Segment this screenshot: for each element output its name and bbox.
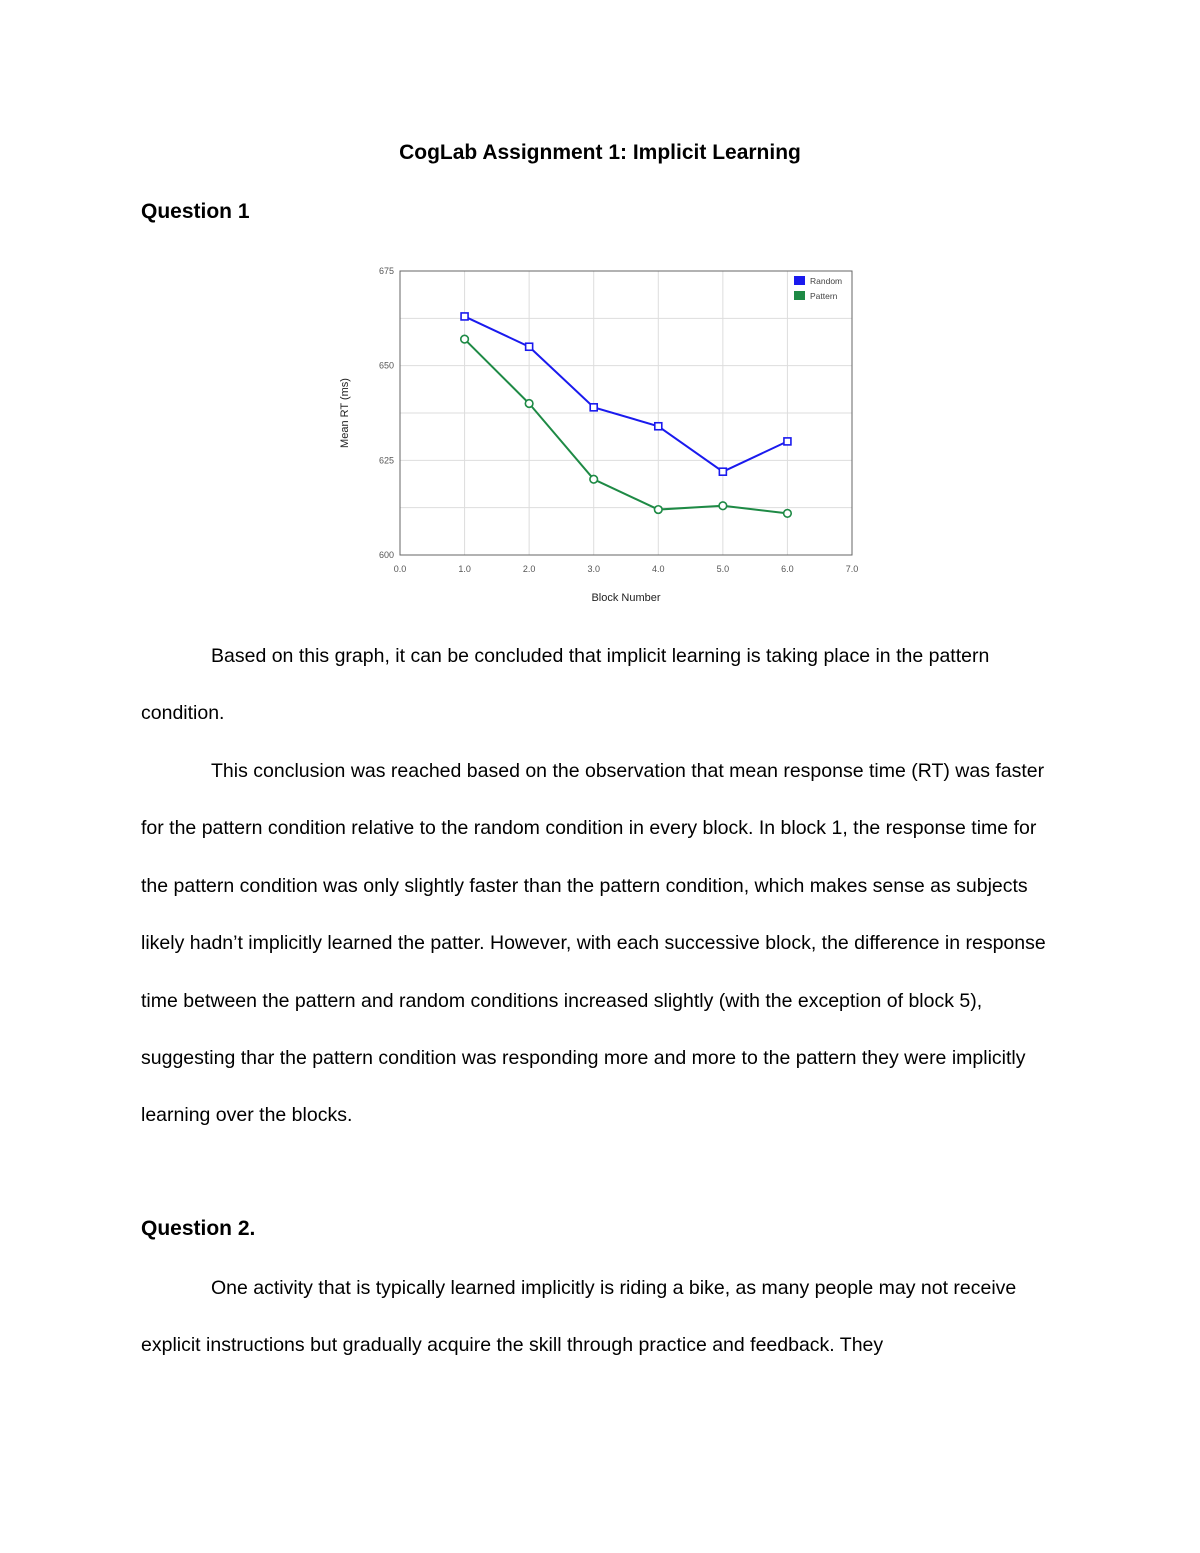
data-point-pattern: [525, 400, 533, 408]
y-tick-label: 600: [378, 550, 394, 560]
data-point-pattern: [719, 502, 727, 510]
x-tick-label: 5.0: [716, 564, 730, 574]
question-2-heading: Question 2.: [141, 1217, 256, 1240]
x-tick-label: 4.0: [652, 564, 665, 574]
x-tick-label: 3.0: [587, 564, 600, 574]
legend-swatch-pattern: [794, 291, 805, 300]
line-chart: [320, 255, 880, 615]
x-tick-label: 1.0: [458, 564, 471, 574]
y-tick-label: 625: [378, 455, 394, 466]
y-tick-label: 650: [378, 360, 394, 371]
x-tick-label: 0.0: [393, 564, 407, 574]
q2-paragraph-1: One activity that is typically learned implicitly is riding a bike, as many people may not receive explicit instructions but gradually acquire the skill through practice and feedback. They: [141, 1277, 1017, 1357]
data-point-random: [461, 313, 468, 320]
legend-label-pattern: Pattern: [810, 291, 838, 301]
data-point-pattern: [654, 506, 662, 514]
question-1-heading: Question 1: [141, 200, 250, 223]
data-point-random: [590, 404, 597, 411]
y-tick-label: 675: [378, 266, 394, 276]
q1-paragraph-2: This conclusion was reached based on the observation that mean response time (RT) was faster for the pattern condition relative to the random condition in every block. In block 1, the response time for the pattern condition was only slightly faster than the pattern condition, which makes sense as subjects likely hadn’t implicitly learned the patter. However, with each successive block, the difference in response time between the pattern and random conditions increased slightly (with the exception of block 5), suggesting thar the pattern condition was responding more and more to the pattern they were implicitly learning over the blocks.: [141, 760, 1046, 1127]
data-point-pattern: [590, 475, 598, 483]
data-point-pattern: [461, 335, 469, 343]
data-point-random: [719, 468, 726, 475]
x-axis-label: Block Number: [591, 592, 661, 604]
document-title: CogLab Assignment 1: Implicit Learning: [399, 141, 801, 164]
data-point-random: [526, 343, 533, 350]
legend-swatch-random: [794, 276, 805, 285]
x-tick-label: 2.0: [522, 564, 536, 574]
x-tick-label: 6.0: [781, 564, 794, 574]
q1-paragraph-1: Based on this graph, it can be concluded that implicit learning is taking place in the pattern condition.: [141, 645, 990, 725]
data-point-random: [655, 423, 662, 430]
y-axis-label: Mean RT (ms): [339, 378, 351, 448]
data-point-random: [784, 438, 791, 445]
x-tick-label: 7.0: [845, 564, 859, 574]
legend-label-random: Random: [810, 276, 843, 286]
data-point-pattern: [784, 510, 792, 518]
